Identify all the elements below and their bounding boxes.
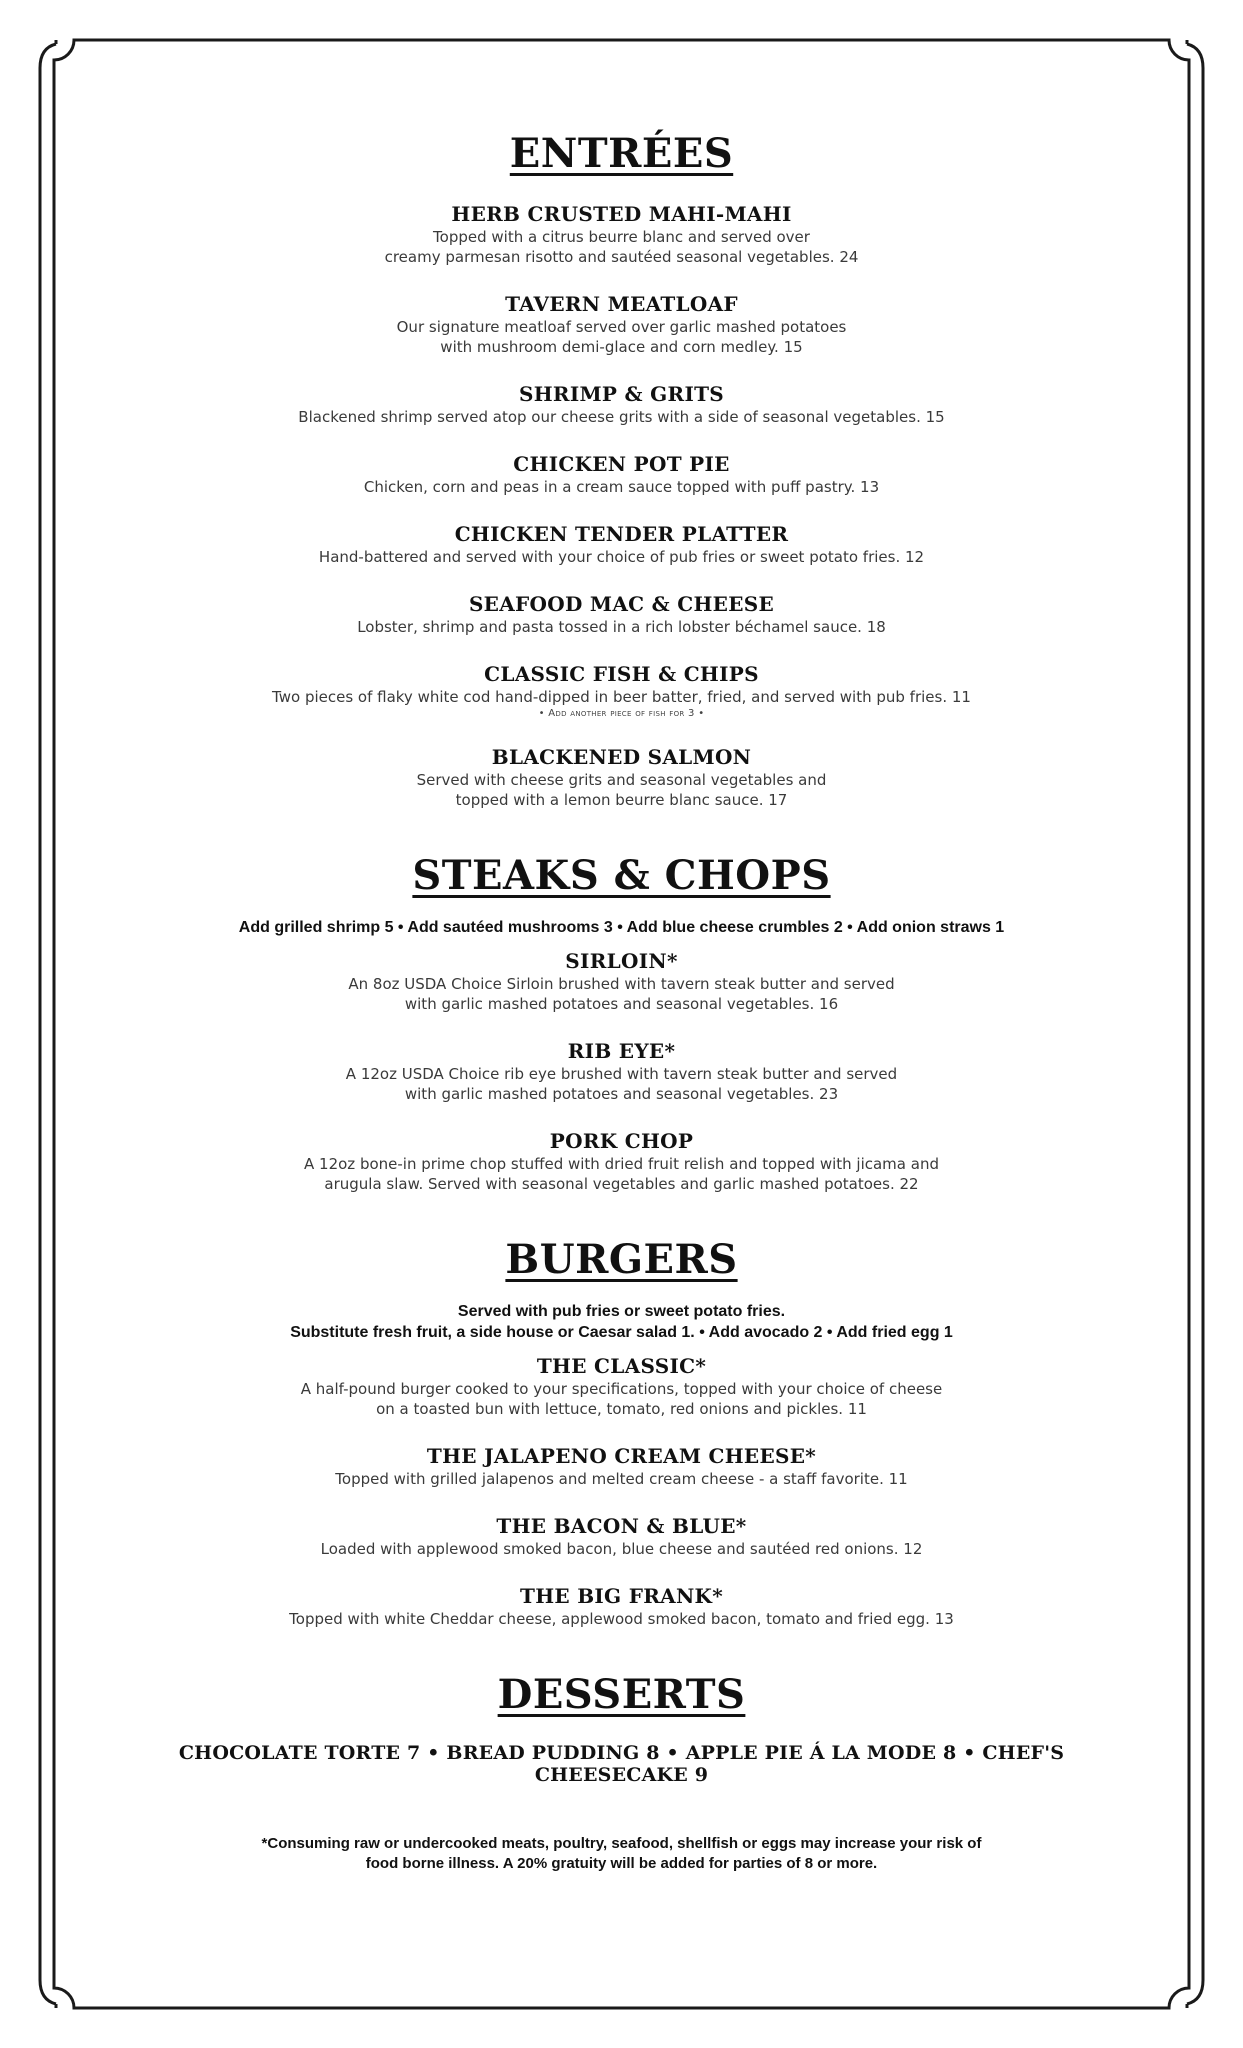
item-name: THE BACON & BLUE* (496, 1514, 747, 1538)
item-description: Topped with grilled jalapenos and melted cream cheese - a staff favorite. 11 (335, 1470, 908, 1488)
item-name: THE BIG FRANK* (520, 1584, 723, 1608)
menu-item (100, 1353, 1143, 1419)
item-name: CHICKEN POT PIE (513, 452, 730, 476)
item-name: SIRLOIN* (565, 949, 678, 973)
menu-item (100, 744, 1143, 810)
steaks-addons-note: Add grilled shrimp 5 • Add sautéed mushrooms 3 • Add blue cheese crumbles 2 • Add onion straws 1 (238, 919, 1005, 936)
item-name: PORK CHOP (549, 1129, 694, 1153)
menu-item (100, 1038, 1143, 1104)
entrees-title: ENTRÉES (509, 130, 734, 177)
item-description: A half-pound burger cooked to your specifications, topped with your choice of cheese on a toasted bun with lettuce, tomato, red onions and pickles. 11 (300, 1380, 943, 1418)
outer-frame-line (56, 40, 1187, 60)
item-description: Topped with white Cheddar cheese, applewood smoked bacon, tomato and fried egg. 13 (289, 1610, 954, 1628)
raw-food-disclaimer: *Consuming raw or undercooked meats, poultry, seafood, shellfish or eggs may increase your risk of food borne illness. A 20% gratuity will be added for parties of 8 or more. (261, 1835, 982, 1872)
item-description: Loaded with applewood smoked bacon, blue cheese and sautéed red onions. 12 (320, 1540, 923, 1558)
item-description: Two pieces of flaky white cod hand-dipped in beer batter, fried, and served with pub fries. 11 (272, 688, 971, 706)
menu-item (100, 661, 1143, 720)
desserts-section (100, 1671, 1143, 1786)
item-description: An 8oz USDA Choice Sirloin brushed with tavern steak butter and served with garlic mashed potatoes and seasonal vegetables. 16 (348, 975, 895, 1013)
item-name: CLASSIC FISH & CHIPS (484, 662, 759, 686)
entrees-list (100, 201, 1143, 810)
menu-item (100, 381, 1143, 427)
desserts-title: DESSERTS (497, 1671, 746, 1718)
menu-item (100, 1583, 1143, 1629)
menu-item (100, 291, 1143, 357)
item-name: CHICKEN TENDER PLATTER (454, 522, 789, 546)
item-description: Hand-battered and served with your choice of pub fries or sweet potato fries. 12 (318, 548, 925, 566)
item-name: SHRIMP & GRITS (518, 382, 725, 406)
item-description: Blackened shrimp served atop our cheese grits with a side of seasonal vegetables. 15 (298, 408, 945, 426)
item-name: SEAFOOD MAC & CHEESE (468, 592, 775, 616)
item-description: Topped with a citrus beurre blanc and served over creamy parmesan risotto and sautéed seasonal vegetables. 24 (384, 228, 859, 266)
steaks-title: STEAKS & CHOPS (412, 852, 831, 899)
item-name: TAVERN MEATLOAF (505, 292, 738, 316)
desserts-list: CHOCOLATE TORTE 7 • BREAD PUDDING 8 • APPLE PIE Á LA MODE 8 • CHEF'S CHEESECAKE 9 (178, 1742, 1065, 1786)
burgers-substitutions-note: Substitute fresh fruit, a side house or Caesar salad 1. • Add avocado 2 • Add fried egg 1 (290, 1324, 953, 1341)
burgers-title: BURGERS (505, 1236, 738, 1283)
item-name: RIB EYE* (567, 1039, 676, 1063)
burgers-sides-note: Served with pub fries or sweet potato fries. (457, 1303, 786, 1320)
menu-item (100, 591, 1143, 637)
menu-page (100, 130, 1143, 1872)
item-description: A 12oz bone-in prime chop stuffed with dried fruit relish and topped with jicama and arugula slaw. Served with seasonal vegetables and garlic mashed potatoes. 22 (304, 1155, 939, 1193)
item-description: Chicken, corn and peas in a cream sauce topped with puff pastry. 13 (363, 478, 880, 496)
item-description: A 12oz USDA Choice rib eye brushed with tavern steak butter and served with garlic mashed potatoes and seasonal vegetables. 23 (345, 1065, 898, 1103)
menu-item (100, 1513, 1143, 1559)
item-name: HERB CRUSTED MAHI-MAHI (451, 202, 792, 226)
item-name: THE JALAPENO CREAM CHEESE* (426, 1444, 817, 1468)
item-description: Served with cheese grits and seasonal vegetables and topped with a lemon beurre blanc sauce. 17 (416, 771, 827, 809)
item-name: BLACKENED SALMON (491, 745, 752, 769)
item-description: Our signature meatloaf served over garlic mashed potatoes with mushroom demi-glace and corn medley. 15 (396, 318, 847, 356)
menu-item (100, 1443, 1143, 1489)
menu-item (100, 201, 1143, 267)
entrees-section (100, 130, 1143, 810)
item-addon-note: • Add another piece of fish for 3 • (538, 708, 705, 719)
item-name: THE CLASSIC* (536, 1354, 707, 1378)
menu-item (100, 948, 1143, 1014)
item-description: Lobster, shrimp and pasta tossed in a rich lobster béchamel sauce. 18 (357, 618, 886, 636)
steaks-section (100, 852, 1143, 1194)
burgers-section (100, 1236, 1143, 1629)
menu-item (100, 1128, 1143, 1194)
menu-item (100, 521, 1143, 567)
menu-item (100, 451, 1143, 497)
